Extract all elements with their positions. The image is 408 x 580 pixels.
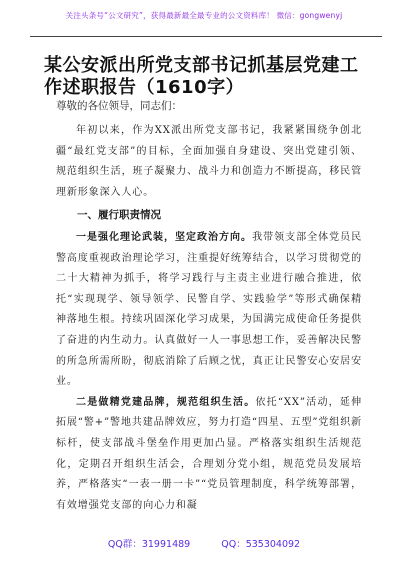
document-body [56,121,362,516]
section-heading: 一、履行职责情况 [77,209,161,222]
paragraph-2-body: 依托“XX”活动，延伸拓展“警+”警地共建品牌效应，努力打造“四星、五型”党组织新标杆，使支部战斗堡垒作用更加凸显。严格落实组织生活规范化，定期召开组织生活会，合理划分党小组，规范党员发展培养，严格落实“一表一册一卡”“党员管理制度，科学统筹部署，有效增强党支部的向心力和凝 [56,396,362,511]
paragraph-1-lead: 一是强化理论武装，坚定政治方向。 [76,231,253,243]
footer-qq: QQ：535304092 [221,539,301,550]
header-banner: 关注头条号“公文研究”，获得最新最全最专业的公文资料库！ 微信：gongwenyj [65,11,343,20]
footer-qq-group: QQ群：31991489 [107,539,191,550]
paragraph-1-body: 我带领支部全体党员民警高度重视政治理论学习，注重提好统筹结合，以学习贯彻党的二十大精神为抓手，将学习践行与主责主业进行融合推进，依托“实现现学、领导领学、民警自学、实践验学”等形式确保精神落地生根。持续巩固深化学习成果，为国满完成使命任务提供了奋进的内生动力。认真做好一人一事思想工作，妥善解决民警的所急所需所盼，彻底消除了后顾之忧，真正让民警安心安居安业。 [56,231,362,388]
paragraph-1 [56,228,362,393]
paragraph-2-lead: 二是做精党建品牌，规范组织生活。 [76,396,256,408]
header-divider [30,36,382,37]
paragraph-2 [56,393,362,517]
intro-paragraph: 年初以来，作为XX派出所党支部书记，我紧紧围绕争创北疆“最红党支部”的目标，全面加强自身建设、突出党建引领、规范组织生活，班子凝聚力、战斗力和创造力不断提高，移民管理新形象深入人心。 [56,125,362,198]
document-title: 某公安派出所党支部书记抓基层党建工作述职报告（1610字） [44,55,359,98]
footer [0,536,408,550]
salutation: 尊敬的各位领导，同志们： [56,100,182,112]
